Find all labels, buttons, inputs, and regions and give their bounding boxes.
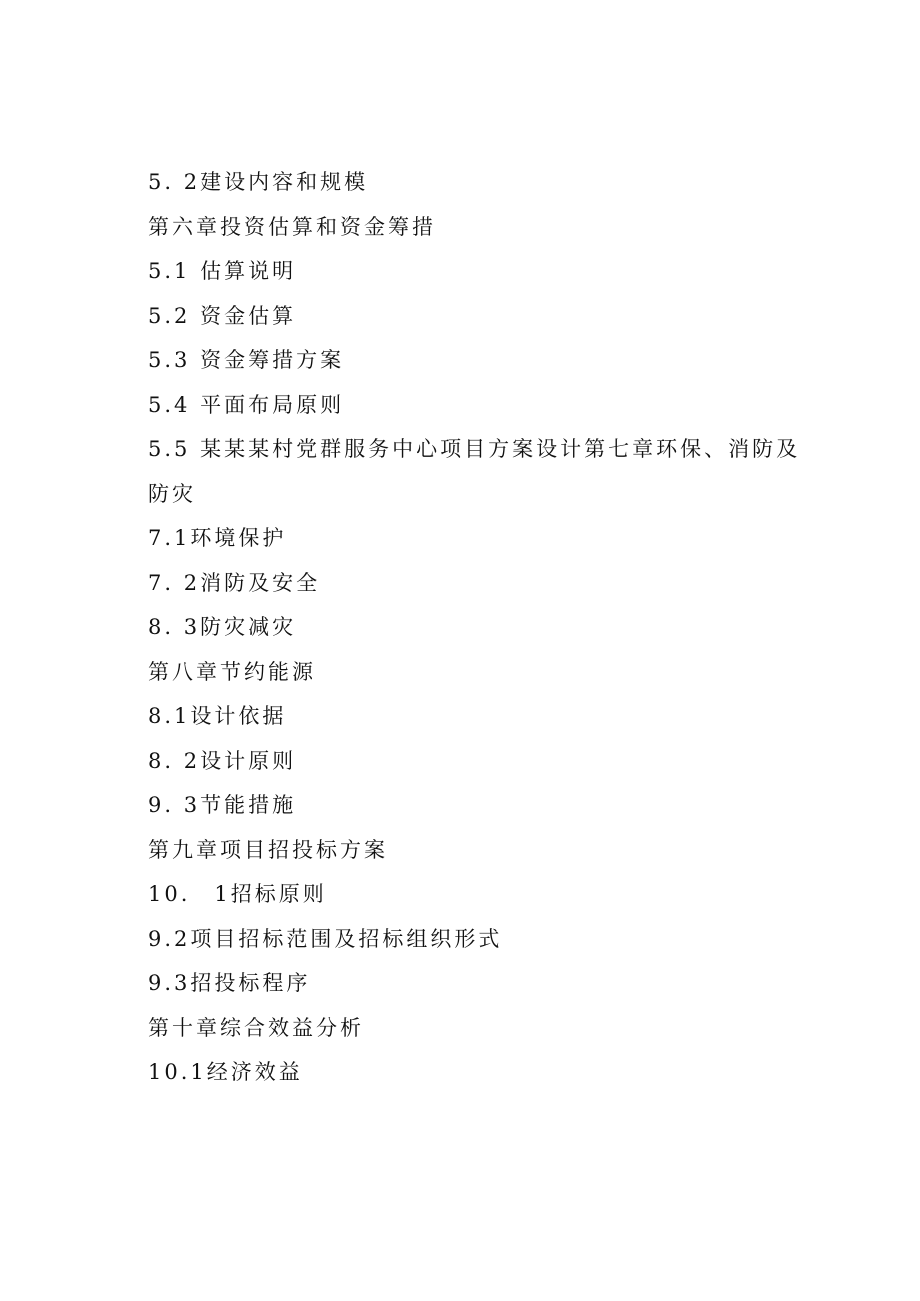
toc-entry-8-3-disaster-prevention: 8. 3防灾减灾 xyxy=(148,615,297,639)
toc-entry-9-3-bidding-procedure: 9.3招投标程序 xyxy=(148,971,311,995)
toc-chapter-9-bidding: 第九章项目招投标方案 xyxy=(148,837,388,862)
toc-entry-7-1-environment: 7.1环境保护 xyxy=(148,526,287,550)
toc-entry-5-2-construction-scope: 5. 2建设内容和规模 xyxy=(148,170,369,194)
toc-chapter-10-benefits: 第十章综合效益分析 xyxy=(148,1015,364,1040)
toc-entry-9-2-bidding-scope: 9.2项目招标范围及招标组织形式 xyxy=(148,926,503,951)
toc-entry-5-3-funding-plan: 5.3 资金筹措方案 xyxy=(148,348,345,372)
toc-entry-8-1-design-basis: 8.1设计依据 xyxy=(148,704,287,728)
toc-entry-10-1-bidding-principles: 10. 1招标原则 xyxy=(148,882,327,906)
toc-chapter-6-investment: 第六章投资估算和资金筹措 xyxy=(148,214,436,239)
toc-entry-10-1-economic-benefits: 10.1经济效益 xyxy=(148,1060,303,1084)
toc-chapter-8-energy: 第八章节约能源 xyxy=(148,659,316,684)
toc-entry-5-2-fund-estimate: 5.2 资金估算 xyxy=(148,303,297,328)
toc-entry-7-2-fire-safety: 7. 2消防及安全 xyxy=(148,570,321,595)
toc-entry-9-3-energy-measures: 9. 3节能措施 xyxy=(148,793,297,817)
toc-entry-5-1-estimate-notes: 5.1 估算说明 xyxy=(148,259,297,283)
toc-entry-5-4-layout-principles: 5.4 平面布局原则 xyxy=(148,392,345,417)
toc-entry-5-5-design-and-chapter-7: 5.5 某某某村党群服务中心项目方案设计第七章环保、消防及防灾 xyxy=(148,437,801,506)
toc-entry-8-2-design-principles: 8. 2设计原则 xyxy=(148,748,297,773)
table-of-contents xyxy=(148,160,828,1095)
